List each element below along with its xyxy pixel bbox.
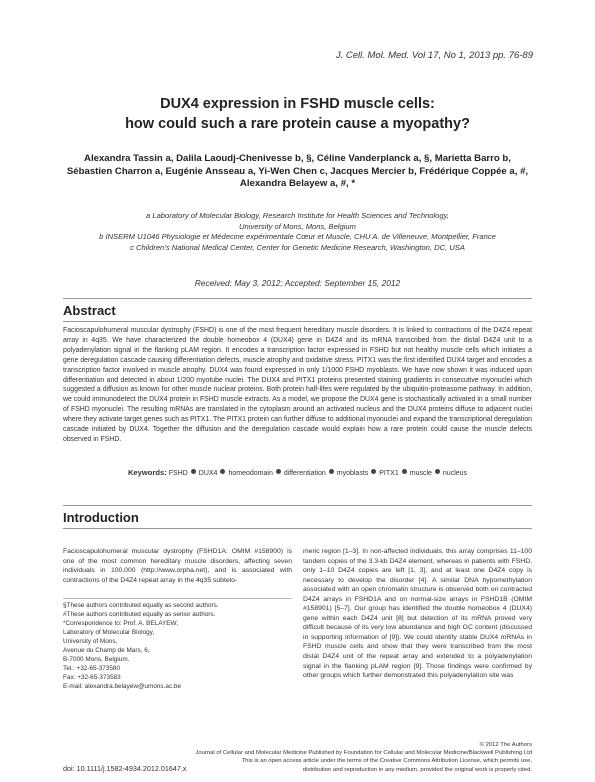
footnote-line: B-7000 Mons, Belgium. <box>63 656 130 663</box>
footnotes <box>63 601 292 691</box>
author-line-1: Alexandra Tassin a, Dalila Laoudj-Chenivesse b, §, Céline Vanderplanck a, §, Marietta Barro b, <box>84 153 511 164</box>
footnote-line: Tel.: +32-65-373580 <box>63 665 121 672</box>
keyword-separator-icon <box>220 469 225 474</box>
footnote-line: Avenue du Champ de Mars, 6, <box>63 647 150 654</box>
keyword-separator-icon <box>435 469 440 474</box>
introduction-heading: Introduction <box>63 510 139 525</box>
keyword-separator-icon <box>371 469 376 474</box>
divider-intro-bottom <box>63 528 532 529</box>
footnote-line: Laboratory of Molecular Biology, <box>63 629 155 636</box>
keywords-line <box>0 468 595 477</box>
abstract-heading: Abstract <box>63 303 116 318</box>
abstract-text: Facioscapulohumeral muscular dystrophy (FSHD) is one of the most frequent hereditary muscle disorders. It is linked to contractions of the D4Z4 repeat array in 4q35. We have characterized the double homeobox 4 (DUX4) gene in D4Z4 and its mRNA transcribed from the distal D4Z4 unit to a polyadenylation signal in the flanking pLAM region. It encodes a transcription factor expressed in FSHD but not healthy muscle cells which initiates a gene deregulation cascade causing differentiation defects, muscle atrophy and oxidative stress. PITX1 was the first identified DUX4 target and encodes a transcription factor involved in muscle atrophy. DUX4 was found expressed in only 1/1000 FSHD myoblasts. We have now shown it was induced upon differentiation and detected in about 1/200 myotube nuclei. The DUX4 and PITX1 proteins presented staining gradients in consecutive myonuclei which suggested a diffusion as known for other muscle nuclear proteins. Both protein half-lifes were regulated by the ubiquitin-proteasome pathway. In addition, we could immunodetect the DUX4 protein in FSHD muscle extracts. As a model, we propose the DUX4 gene is stochastically activated in a small number of FSHD myonuclei. The resulting mRNAs are translated in the cytoplasm around an activated nucleus and the DUX4 proteins diffuse to adjacent nuclei where they activate target genes such as PITX1. The PITX1 protein can further diffuse to additional myonuclei and expand the transcriptional deregulation cascade initiated by DUX4. Together the diffusion and the deregulation cascade would explain how a rare protein could cause the muscle defects observed in FSHD. <box>63 327 532 443</box>
affiliation-b: b INSERM U1046 Physiologie et Médecine expérimentale Cœur et Muscle, CHU A. de Villeneuve, Montpellier, France <box>99 232 496 242</box>
footnote-line: §These authors contributed equally as second authors. <box>63 602 219 609</box>
keyword: FSHD <box>168 470 188 477</box>
divider-top <box>63 298 532 299</box>
copyright-line: Journal of Cellular and Molecular Medicine Published by Foundation for Cellular and Molecular Medicine/Blackwell Publishing Ltd <box>195 750 532 757</box>
keyword: nucleus <box>442 470 468 477</box>
keyword-separator-icon <box>329 469 334 474</box>
copyright-line: This is an open access article under the terms of the Creative Commons Attribution License, which permits use, <box>241 758 532 765</box>
keyword: differentiation <box>283 470 326 477</box>
keywords-label: Keywords: <box>127 468 167 477</box>
author-list <box>40 153 555 191</box>
keyword-separator-icon <box>191 469 196 474</box>
footnote-line: E-mail: alexandra.belayew@umons.ac.be <box>63 683 182 690</box>
copyright-line: distribution and reproduction in any medium, provided the original work is properly cited. <box>302 766 532 773</box>
journal-reference: J. Cell. Mol. Med. Vol 17, No 1, 2013 pp. 76-89 <box>335 50 533 61</box>
keyword: PITX1 <box>379 470 399 477</box>
title-line-2: how could such a rare protein cause a myopathy? <box>125 116 470 132</box>
affiliation-c: c Children’s National Medical Center, Center for Genetic Medicine Research, Washington, DC, USA <box>130 242 465 252</box>
copyright-line: © 2012 The Authors <box>479 742 532 748</box>
footnote-rule <box>63 598 292 599</box>
divider-abstract <box>63 321 532 322</box>
keyword-list <box>169 470 467 477</box>
copyright-notice <box>152 741 532 774</box>
doi: doi: 10.1111/j.1582-4934.2012.01647.x <box>63 764 187 773</box>
author-line-2: Sébastien Charron a, Eugénie Ansseau a, Yi-Wen Chen c, Jacques Mercier b, Frédérique Coppée a, #, <box>66 165 529 177</box>
keyword: muscle <box>409 470 432 477</box>
author-line-3: Alexandra Belayew a, #, * <box>239 178 356 190</box>
article-title <box>0 94 595 134</box>
affiliations <box>40 211 555 253</box>
footnote-line: #These authors contributed equally as senior authors. <box>63 611 216 618</box>
keyword-separator-icon <box>402 469 407 474</box>
keyword: DUX4 <box>198 470 218 477</box>
title-line-1: DUX4 expression in FSHD muscle cells: <box>160 96 435 112</box>
footnote-line: University of Mons, <box>63 638 118 645</box>
received-accepted-dates: Received: May 3, 2012; Accepted: September 15, 2012 <box>194 278 401 288</box>
keyword: homeodomain <box>228 470 273 477</box>
affiliation-a-cont: University of Mons, Mons, Belgium <box>239 221 356 231</box>
footnote-line: *Correspondence to: Prof. A. BELAYEW, <box>63 620 178 627</box>
intro-column-2: meric region [1–3]. In non-affected individuals, this array comprises 11–100 tandem copies of the 3.3-kb D4Z4 element, whereas in patients with FSHD, only 1–10 D4Z4 copies are left [1, 3], and at least one D4Z4 copy is necessary to develop the disorder [4]. A similar DNA hypomethylation associated with an open chromatin structure is observed both on contracted D4Z4 arrays in FSHD1A and on normal-size arrays in FSHD1B (OMIM #158901) [5–7]. Our group has identified the double homeobox 4 (DUX4) gene within each D4Z4 unit [8] but detection of its mRNA proved very difficult because of its very low abundance and high GC content (discussed in supporting information of [9]). We could identify stable DUX4 mRNAs in FSHD muscle cells and show that they were transcribed from the most distal D4Z4 unit of the repeat array and extended to a polyadenylation signal in the flanking pLAM region [9]. Those findings were confirmed by other groups which further demonstrated this polyadenylation site was <box>303 548 532 680</box>
footnote-line: Fax: +32-65-373583 <box>63 674 121 681</box>
intro-column-1: Facioscapulohumeral muscular dystrophy (FSHD1A: OMIM #158900) is one of the most common hereditary muscle disorders, affecting seven individuals in 100,000 (http://www.orpha.net), and is associated with contractions of the D4Z4 repeat array in the 4q35 subtelo- <box>63 548 292 584</box>
divider-intro <box>63 505 532 506</box>
keyword-separator-icon <box>276 469 281 474</box>
affiliation-a: a Laboratory of Molecular Biology, Research Institute for Health Sciences and Technology, <box>146 211 449 220</box>
keyword: myoblasts <box>336 470 369 477</box>
